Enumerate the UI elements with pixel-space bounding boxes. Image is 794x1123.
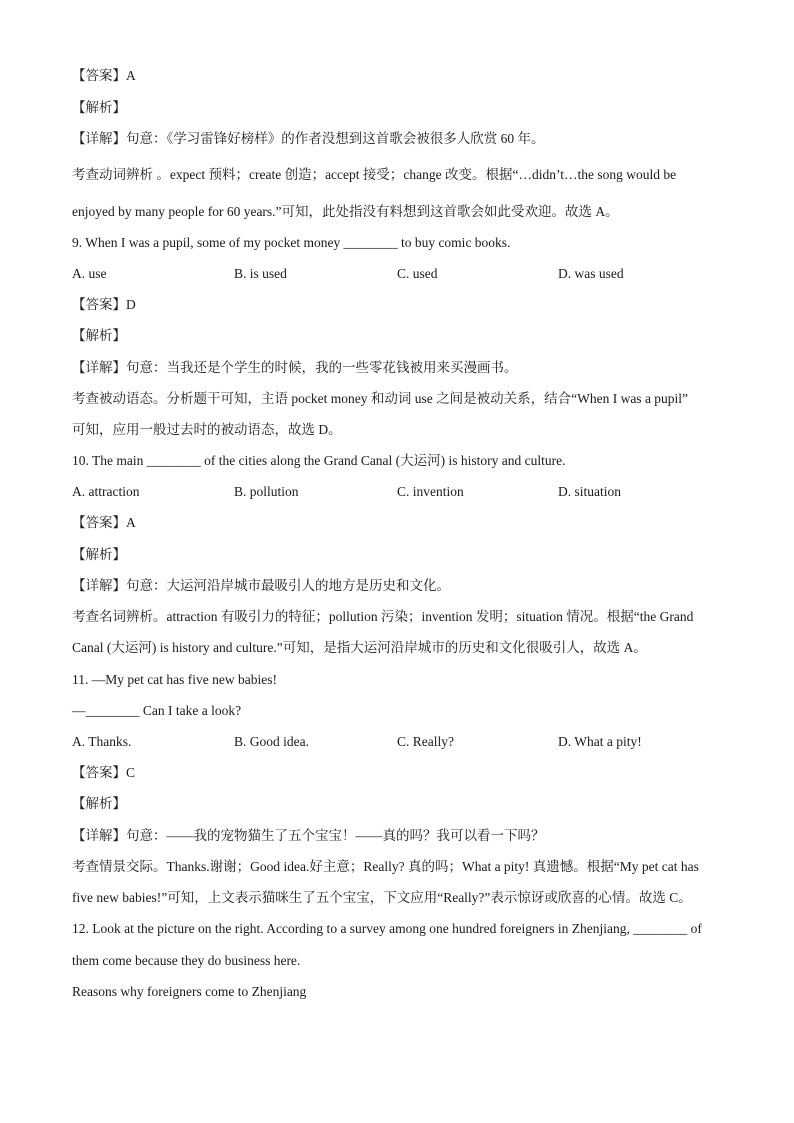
q11-stem-line-2: —________ Can I take a look? (72, 703, 242, 718)
q10-explanation-line-1: 考查名词辨析。attraction 有吸引力的特征；pollution 污染；invention 发明；situation 情况。根据“the Grand (72, 609, 694, 624)
q9-stem: 9. When I was a pupil, some of my pocket money ________ to buy comic books. (72, 235, 511, 250)
q11-explanation-line-1: 考查情景交际。Thanks.谢谢；Good idea.好主意；Really? 真的吗；What a pity! 真遗憾。根据“My pet cat has (72, 859, 699, 874)
q11-option-a: A. Thanks. (72, 734, 132, 749)
q11-explanation-line-2: five new babies!”可知，上文表示猫咪生了五个宝宝，下文应用“Really?”表示惊讶或欣喜的心情。故选 C。 (72, 890, 692, 905)
q10-analysis-label: 【解析】 (72, 547, 126, 562)
q10-explanation-line-2: Canal (大运河) is history and culture.”可知，是指大运河沿岸城市的历史和文化很吸引人，故选 A。 (72, 640, 647, 655)
q9-analysis-label: 【解析】 (72, 328, 126, 343)
q11-analysis-label: 【解析】 (72, 796, 126, 811)
q11-detail: 【详解】句意：——我的宠物猫生了五个宝宝！——真的吗？我可以看一下吗？ (72, 828, 545, 843)
q10-option-b: B. pollution (234, 484, 299, 499)
q9-option-d: D. was used (558, 266, 624, 281)
q11-option-c: C. Really? (397, 734, 454, 749)
q10-detail: 【详解】句意：大运河沿岸城市最吸引人的地方是历史和文化。 (72, 578, 450, 593)
q12-picture-caption: Reasons why foreigners come to Zhenjiang (72, 984, 307, 999)
q8-explanation-line-1: 考查动词辨析 。expect 预料；create 创造；accept 接受；change 改变。根据“…didn’t…the song would be (72, 167, 677, 182)
q12-stem-line-2: them come because they do business here. (72, 953, 301, 968)
q8-explanation-line-2: enjoyed by many people for 60 years.”可知，此处指没有料想到这首歌会如此受欢迎。故选 A。 (72, 204, 619, 219)
q9-detail: 【详解】句意：当我还是个学生的时候，我的一些零花钱被用来买漫画书。 (72, 360, 518, 375)
q8-detail: 【详解】句意：《学习雷锋好榜样》的作者没想到这首歌会被很多人欣赏 60 年。 (72, 131, 545, 146)
q9-explanation-line-2: 可知，应用一般过去时的被动语态，故选 D。 (72, 422, 342, 437)
q11-option-d: D. What a pity! (558, 734, 642, 749)
q12-stem-line-1: 12. Look at the picture on the right. According to a survey among one hundred foreigners in Zhenjiang, ________ of (72, 921, 702, 936)
q11-stem-line-1: 11. —My pet cat has five new babies! (72, 672, 277, 687)
q9-option-a: A. use (72, 266, 107, 281)
q11-answer: 【答案】C (72, 765, 136, 780)
q9-answer: 【答案】D (72, 297, 136, 312)
q10-answer: 【答案】A (72, 515, 136, 530)
q10-option-a: A. attraction (72, 484, 140, 499)
q10-option-d: D. situation (558, 484, 621, 499)
q10-option-c: C. invention (397, 484, 464, 499)
q9-option-c: C. used (397, 266, 438, 281)
q8-answer: 【答案】A (72, 68, 136, 83)
q8-analysis-label: 【解析】 (72, 100, 126, 115)
q9-option-b: B. is used (234, 266, 287, 281)
q9-explanation-line-1: 考查被动语态。分析题干可知，主语 pocket money 和动词 use 之间是被动关系，结合“When I was a pupil” (72, 391, 689, 406)
q10-stem: 10. The main ________ of the cities along the Grand Canal (大运河) is history and culture. (72, 453, 566, 468)
q11-option-b: B. Good idea. (234, 734, 309, 749)
